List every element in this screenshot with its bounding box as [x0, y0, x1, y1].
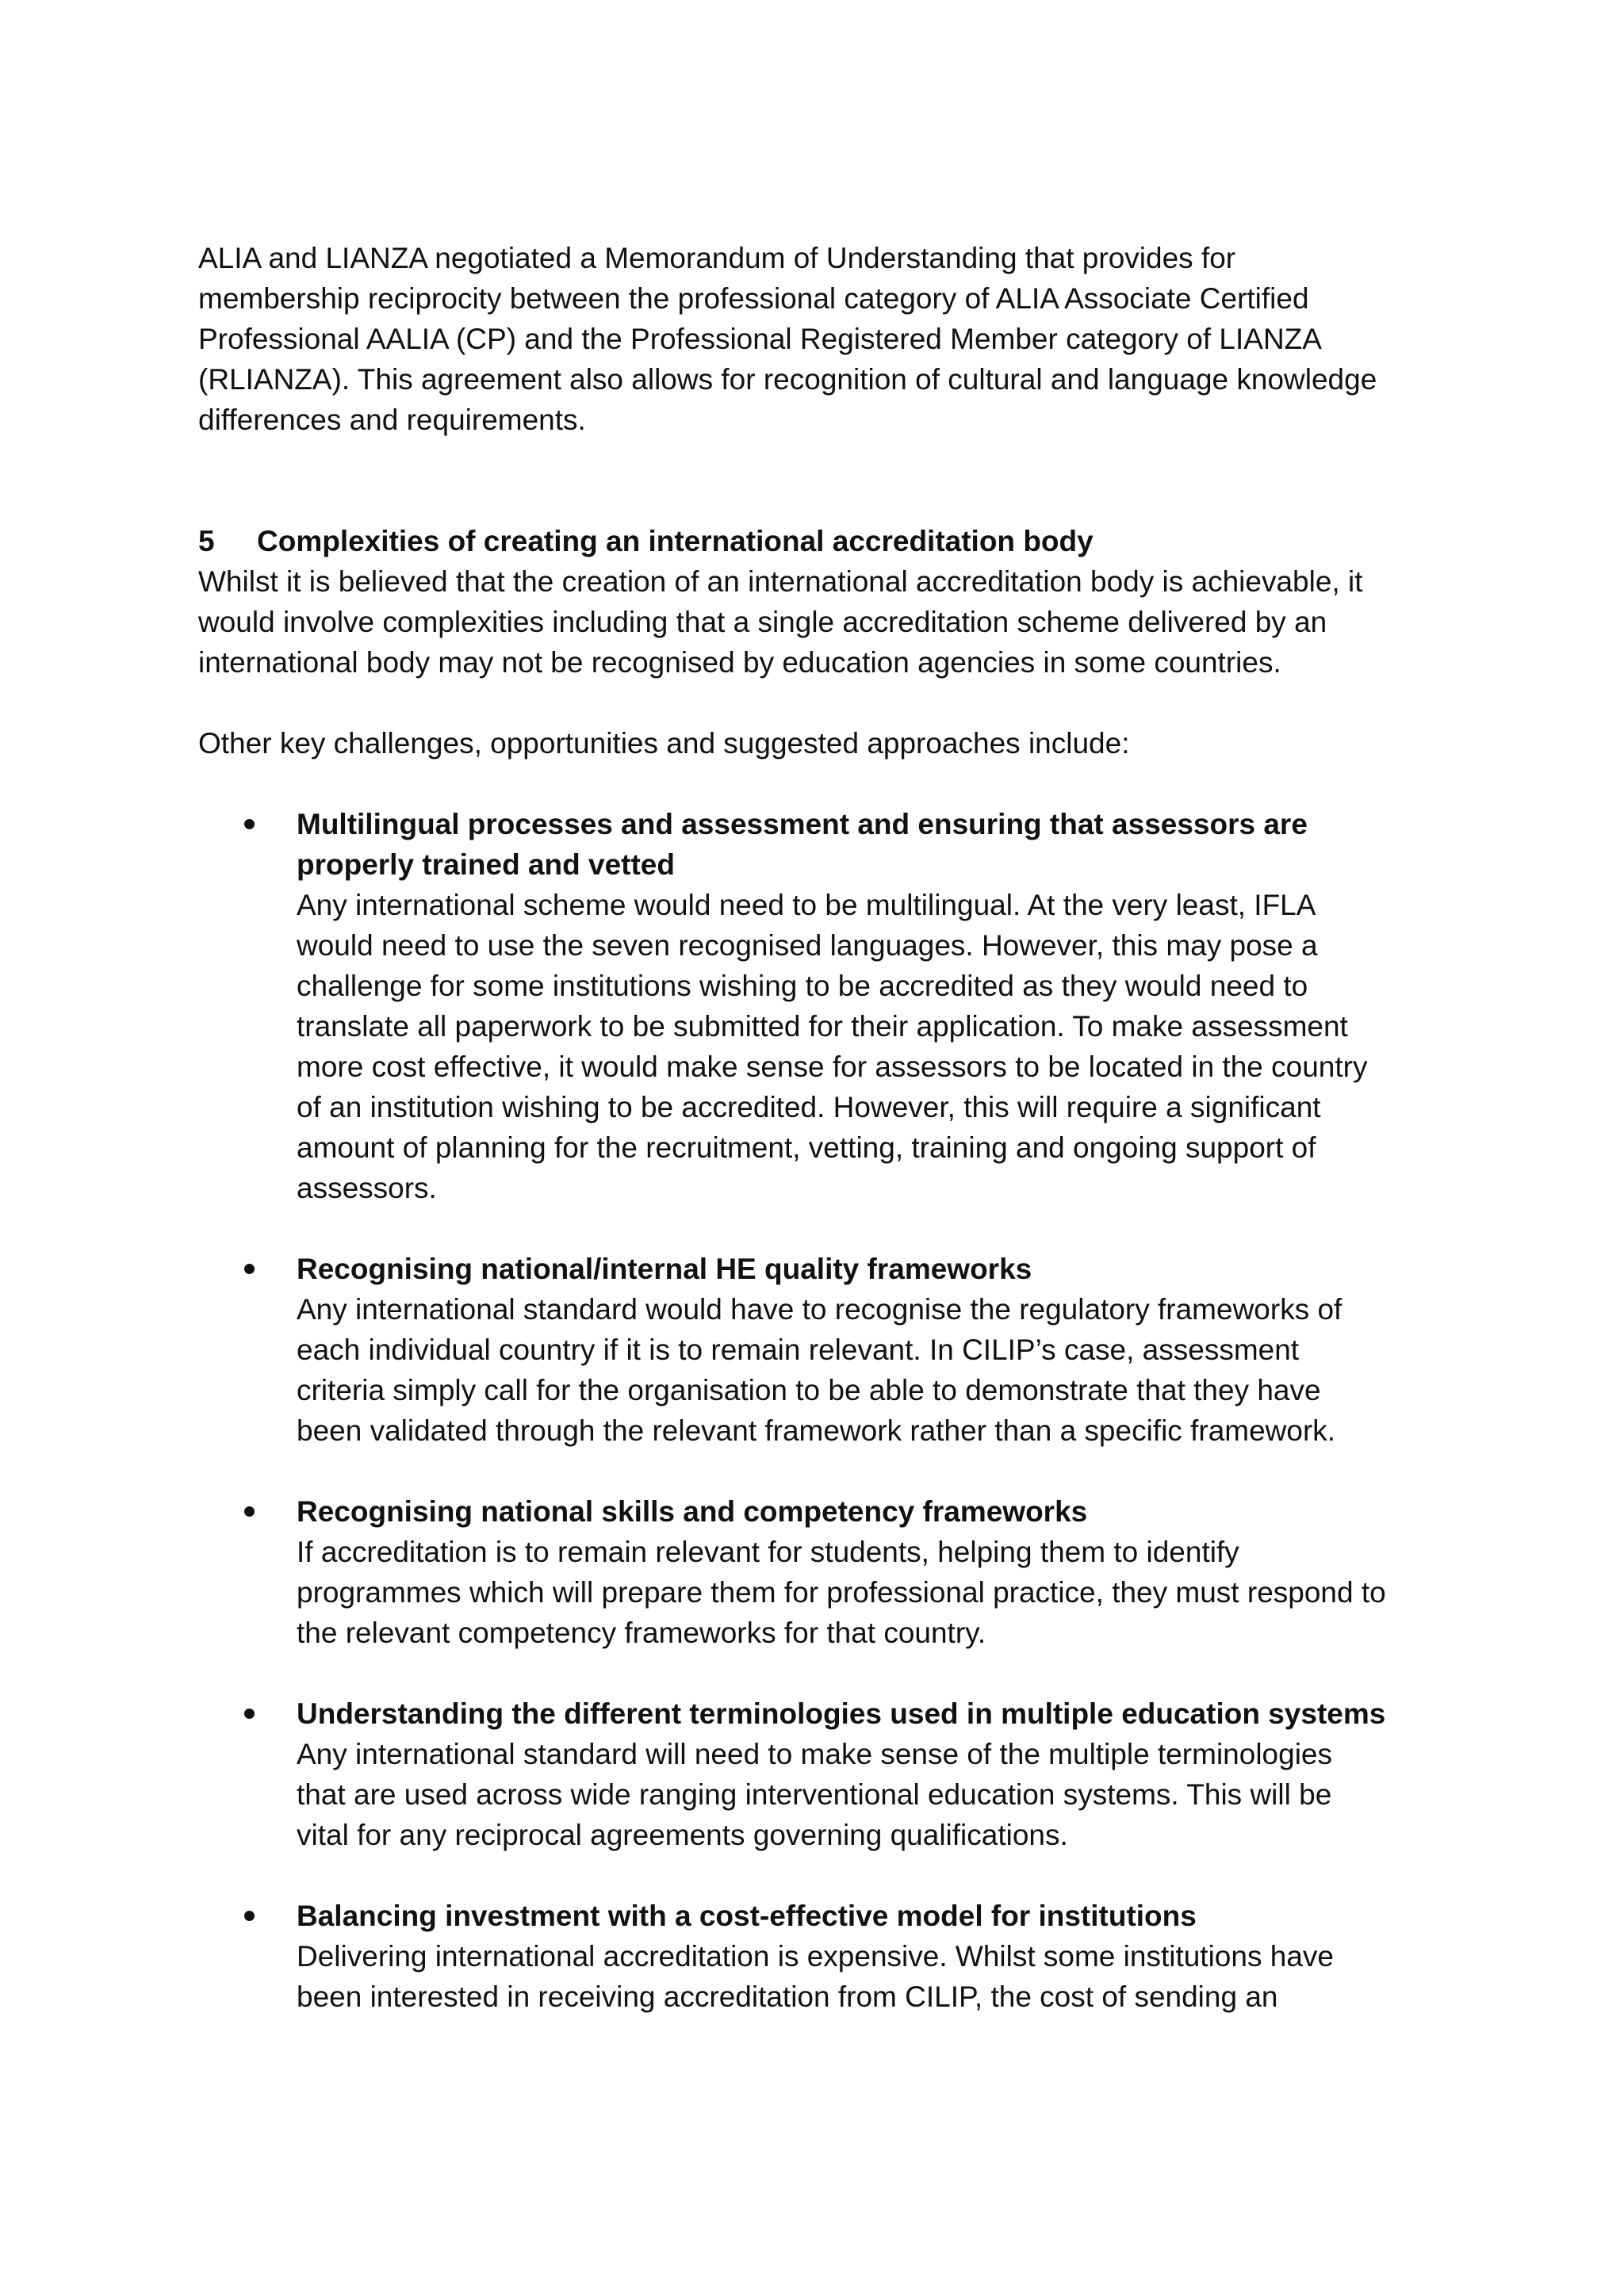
list-item: [198, 1491, 1388, 1653]
challenge-title: Understanding the different terminologies used in multiple education systems: [297, 1697, 1386, 1730]
challenge-text: Delivering international accreditation is expensive. Whilst some institutions have been interested in receiving accreditation from CILIP, the cost of sending an: [297, 1940, 1334, 2013]
challenge-text: Any international standard would have to recognise the regulatory frameworks of each individual country if it is to remain relevant. In CILIP’s case, assessment criteria simply call for the organisation to be able to demonstrate that they have been validated through the relevant framework rather than a specific framework.: [297, 1293, 1342, 1447]
section-body-paragraph: Whilst it is believed that the creation of an international accreditation body is achievable, it would involve complexities including that a single accreditation scheme delivered by an international body may not be recognised by education agencies in some countries.: [198, 565, 1363, 679]
page-content: [198, 238, 1388, 2057]
list-item: [198, 1896, 1388, 2017]
section-heading: [198, 521, 1388, 561]
section-number: 5: [198, 525, 215, 557]
list-item: [198, 1249, 1388, 1451]
bullet-icon: [244, 1911, 255, 1921]
challenge-text: Any international standard will need to make sense of the multiple terminologies that are used across wide ranging interventional education systems. This will be vital for any reciprocal agreements governing qualifications.: [297, 1738, 1333, 1851]
intro-paragraph: ALIA and LIANZA negotiated a Memorandum of Understanding that provides for membership reciprocity between the professional category of ALIA Associate Certified Professional AALIA (CP) and the Professional Registered Member category of LIANZA (RLIANZA). This agreement also allows for recognition of cultural and language knowledge differences and requirements.: [198, 242, 1377, 436]
challenge-title: Balancing investment with a cost-effective model for institutions: [297, 1900, 1197, 1932]
challenge-text: If accreditation is to remain relevant for students, helping them to identify programmes which will prepare them for professional practice, they must respond to the relevant competency frameworks for that country.: [297, 1536, 1386, 1649]
list-item: [198, 1693, 1388, 1855]
challenges-lead-paragraph: Other key challenges, opportunities and suggested approaches include:: [198, 727, 1130, 760]
challenge-title: Recognising national/internal HE quality frameworks: [297, 1253, 1032, 1285]
bullet-icon: [244, 819, 255, 829]
bullet-icon: [244, 1264, 255, 1274]
bullet-icon: [244, 1506, 255, 1517]
challenge-text: Any international scheme would need to be multilingual. At the very least, IFLA would need to use the seven recognised languages. However, this may pose a challenge for some institutions wishing to be accredited as they would need to translate all paperwork to be submitted for their application. To make assessment more cost effective, it would make sense for assessors to be located in the country of an institution wishing to be accredited. However, this will require a significant amount of planning for the recruitment, vetting, training and ongoing support of assessors.: [297, 889, 1368, 1204]
bullet-icon: [244, 1709, 255, 1719]
challenge-title: Recognising national skills and competency frameworks: [297, 1495, 1088, 1528]
section-title: Complexities of creating an international accreditation body: [257, 525, 1094, 557]
challenges-list: [198, 804, 1388, 2017]
list-item: [198, 804, 1388, 1208]
challenge-title: Multilingual processes and assessment and ensuring that assessors are properly trained and vetted: [297, 808, 1308, 881]
